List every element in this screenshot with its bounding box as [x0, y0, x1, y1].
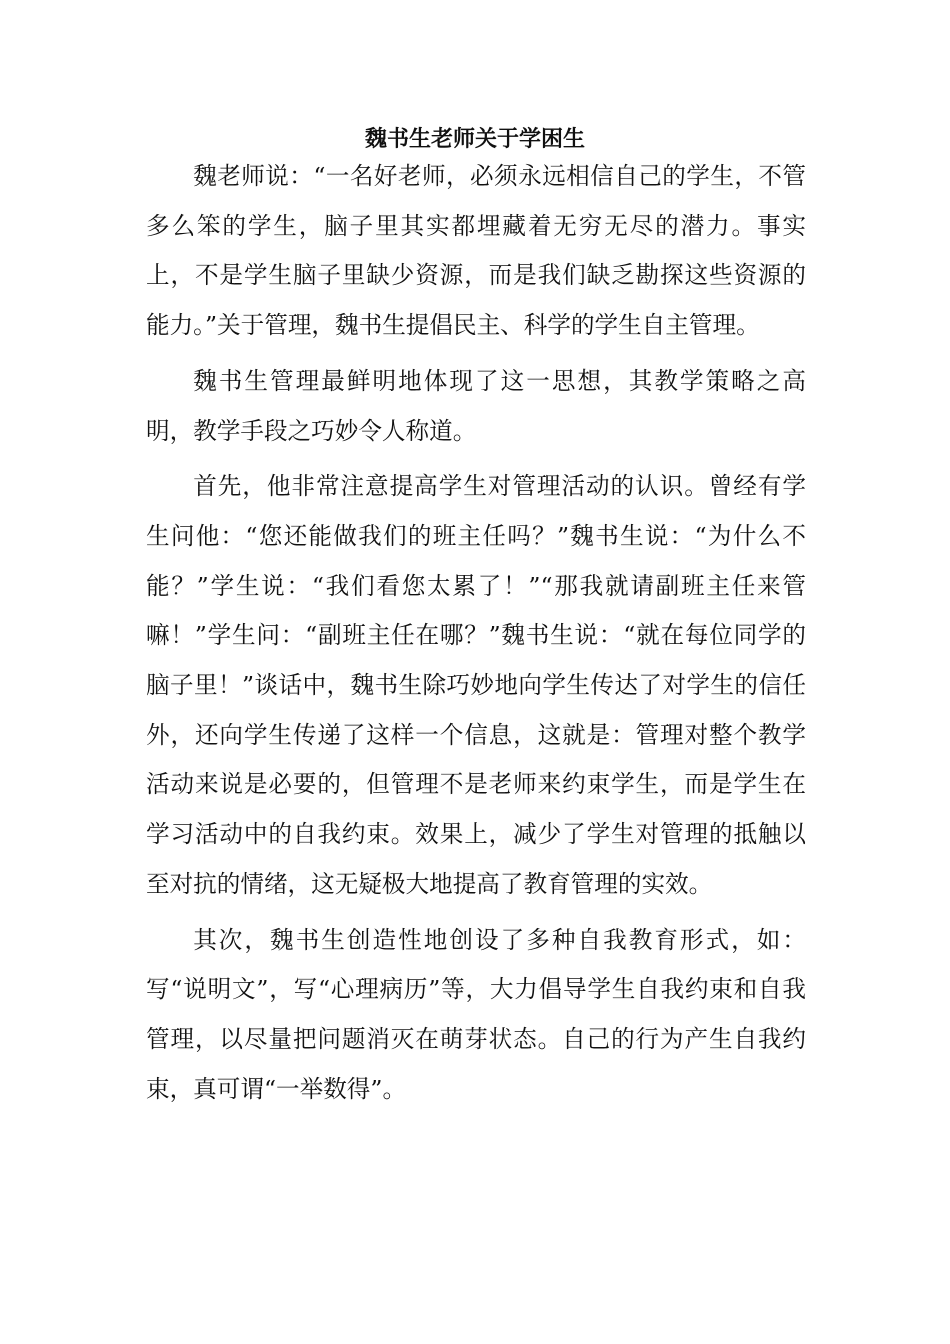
document-body: [146, 152, 806, 1120]
paragraph-3: 首先，他非常注意提高学生对管理活动的认识。曾经有学生问他：“您还能做我们的班主任吗？”魏书生说：“为什么不能？”学生说：“我们看您太累了！”“那我就请副班主任来管嘛！”学生问：“副班主任在哪？”魏书生说：“就在每位同学的脑子里！”谈话中，魏书生除巧妙地向学生传达了对学生的信任外，还向学生传递了这样一个信息，这就是：管理对整个教学活动来说是必要的，但管理不是老师来约束学生，而是学生在学习活动中的自我约束。效果上，减少了学生对管理的抵触以至对抗的情绪，这无疑极大地提高了教育管理的实效。: [146, 472, 806, 898]
paragraph-4: 其次，魏书生创造性地创设了多种自我教育形式，如：写“说明文”，写“心理病历”等，大力倡导学生自我约束和自我管理，以尽量把问题消灭在萌芽状态。自己的行为产生自我约束，真可谓“一举数得”。: [146, 925, 806, 1103]
document-title: 魏书生老师关于学困生: [364, 127, 585, 152]
paragraph-2: 魏书生管理最鲜明地体现了这一思想，其教学策略之高明，教学手段之巧妙令人称道。: [146, 366, 806, 445]
paragraph-1: 魏老师说：“一名好老师，必须永远相信自己的学生，不管多么笨的学生，脑子里其实都埋藏着无穷无尽的潜力。事实上，不是学生脑子里缺少资源，而是我们缺乏勘探这些资源的能力。”关于管理，魏书生提倡民主、科学的学生自主管理。: [146, 162, 806, 340]
